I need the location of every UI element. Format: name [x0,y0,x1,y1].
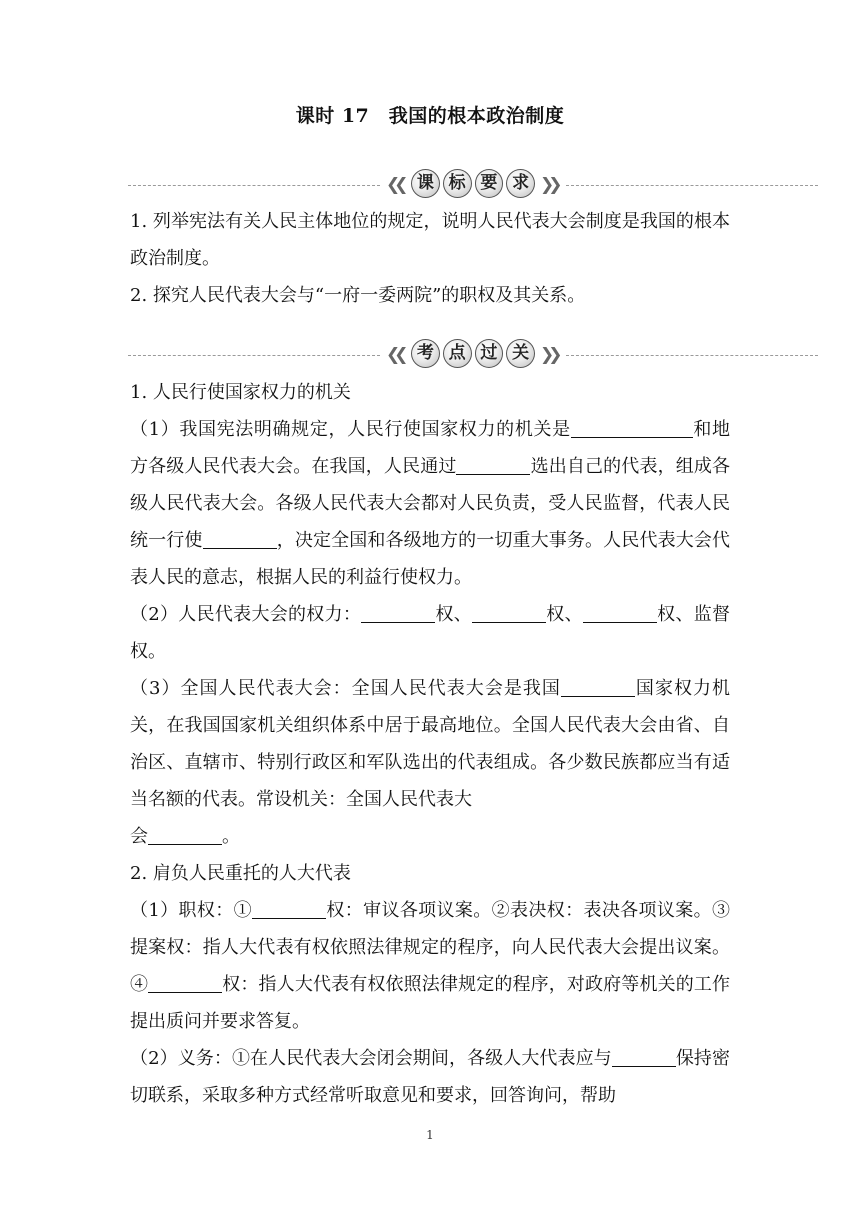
fill-blank[interactable] [252,898,326,919]
fill-blank[interactable] [148,972,222,993]
paragraph: （2）人民代表大会的权力： 权、 权、 权、监督权。 [130,604,731,662]
section-heading: 2. 肩负人民重托的人大代表 [130,863,351,884]
section-banner-requirements [128,168,818,202]
banner-divider-right [566,185,818,186]
banner-char: 课 [411,169,440,198]
banner-divider-right [566,355,818,356]
banner-arrows-left-icon: ❮❮ [386,345,403,365]
fill-blank[interactable] [472,602,546,623]
banner-char: 求 [506,169,535,198]
requirement-item: 1. 列举宪法有关人民主体地位的规定，说明人民代表大会制度是我国的根本政治制度。 [130,211,730,269]
banner-divider-left [128,185,380,186]
paragraph: （1）我国宪法明确规定，人民行使国家权力的机关是 和地方各级人民代表大会。在我国，人民通过 选出自己的代表，组成各级人民代表大会。各级人民代表大会都对人民负责，受人民监督，代表人民统一行使 ，决定全国和各级地方的一切重大事务。人民代表大会代表人民的意志，根据人民的利益行使权力。 [130,419,731,588]
fill-blank[interactable] [583,602,657,623]
fill-blank[interactable] [561,676,635,697]
banner-char: 点 [443,339,472,368]
banner-divider-left [128,355,380,356]
requirements-list [130,203,730,314]
paragraph: （2）义务：①在人民代表大会闭会期间，各级人大代表应与 保持密切联系，采取多种方式经常听取意见和要求，回答询问，帮助 [130,1048,731,1106]
fill-blank[interactable] [456,454,530,475]
section-heading: 1. 人民行使国家权力的机关 [130,382,351,403]
page-number: 1 [426,1128,434,1142]
paragraph: （3）全国人民代表大会：全国人民代表大会是我国 国家权力机关，在我国国家机关组织体系中居于最高地位。全国人民代表大会由省、自治区、直辖市、特别行政区和军队选出的代表组成。各少数民族都应当有适当名额的代表。常设机关：全国人民代表大 会 。 [130,678,731,847]
page-title: 课时 17 我国的根本政治制度 [295,105,565,127]
fill-blank[interactable] [571,417,693,438]
requirement-item: 2. 探究人民代表大会与“一府一委两院”的职权及其关系。 [130,285,586,306]
fill-blank[interactable] [612,1046,676,1067]
banner-char: 要 [475,169,504,198]
banner-char: 关 [506,339,535,368]
banner-char: 过 [475,339,504,368]
fill-blank[interactable] [203,528,277,549]
fill-blank[interactable] [148,824,222,845]
fill-blank[interactable] [361,602,435,623]
banner-arrows-left-icon: ❮❮ [386,175,403,195]
banner-arrows-right-icon: ❯❯ [540,175,557,195]
key-points-content [130,374,730,1114]
section-banner-key-points [128,338,818,372]
banner-arrows-right-icon: ❯❯ [540,345,557,365]
banner-title [411,169,535,201]
banner-char: 标 [443,169,472,198]
banner-char: 考 [411,339,440,368]
paragraph: （1）职权：① 权：审议各项议案。②表决权：表决各项议案。③提案权：指人大代表有权依照法律规定的程序，向人民代表大会提出议案。④ 权：指人大代表有权依照法律规定的程序，对政府等机关的工作提出质问并要求答复。 [130,900,730,1032]
banner-title [411,339,535,371]
